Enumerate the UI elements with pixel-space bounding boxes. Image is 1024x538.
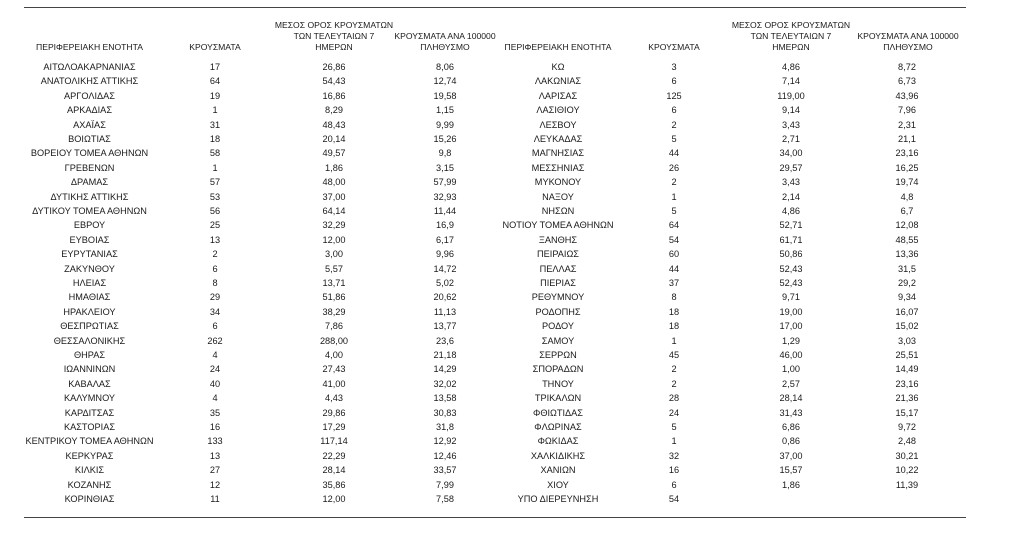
left-region-cell: ΚΑΣΤΟΡΙΑΣ: [63, 422, 115, 432]
left-cases-cell: 262: [207, 335, 223, 346]
right-cases-cell: 5: [671, 422, 677, 432]
right-header-cases: ΚΡΟΥΣΜΑΤΑ: [648, 42, 700, 52]
right-region-cell: ΜΥΚΟΝΟΥ: [534, 177, 582, 188]
left-per100k-cell: 32,93: [433, 191, 457, 202]
right-per100k-cell: 23,16: [895, 148, 919, 159]
left-cases-cell: 11: [210, 494, 220, 504]
right-region-cell: ΝΑΞΟΥ: [542, 191, 574, 202]
left-per100k-cell: 30,83: [433, 407, 457, 418]
right-per100k-cell: 2,31: [898, 119, 916, 130]
right-avg7-cell: 52,43: [779, 263, 803, 274]
left-region-cell: ΒΟΙΩΤΙΑΣ: [68, 134, 111, 144]
left-cases-cell: 13: [209, 234, 221, 245]
right-avg7-cell: 3,43: [782, 119, 800, 130]
right-avg7-cell: 15,57: [779, 465, 803, 476]
left-region-cell: ΗΜΑΘΙΑΣ: [68, 292, 111, 303]
right-region-cell: ΧΙΟΥ: [547, 479, 569, 490]
left-avg7-cell: 12,00: [322, 494, 346, 504]
right-region-cell: ΞΑΝΘΗΣ: [538, 234, 578, 245]
right-per100k-cell: 8,72: [898, 62, 916, 72]
left-per100k-cell: 19,58: [433, 90, 457, 101]
left-per100k-cell: 6,17: [436, 234, 454, 245]
right-avg7-cell: 61,71: [779, 234, 803, 245]
right-avg7-cell: 2,14: [782, 191, 800, 202]
table-row: [0, 463, 1024, 477]
right-cases-cell: 16: [668, 465, 680, 476]
left-header-region: ΠΕΡΙΦΕΡΕΙΑΚΗ ΕΝΟΤΗΤΑ: [36, 42, 143, 52]
right-cases-cell: 26: [668, 162, 680, 173]
left-region-cell: ΕΥΒΟΙΑΣ: [69, 234, 110, 245]
left-region-cell: ΕΒΡΟΥ: [73, 220, 106, 231]
left-region-cell: ΚΕΝΤΡΙΚΟΥ ΤΟΜΕΑ ΑΘΗΝΩΝ: [25, 436, 154, 447]
right-cases-cell: 37: [668, 278, 680, 288]
table-row: [0, 74, 1024, 88]
table-row: [0, 233, 1024, 247]
left-region-cell: ΔΥΤΙΚΟΥ ΤΟΜΕΑ ΑΘΗΝΩΝ: [32, 206, 147, 216]
left-cases-cell: 13: [209, 450, 221, 461]
left-per100k-cell: 32,02: [433, 378, 457, 389]
right-cases-cell: 1: [671, 191, 677, 202]
left-region-cell: ΑΡΚΑΔΙΑΣ: [66, 105, 112, 116]
top-rule: [24, 7, 966, 8]
left-region-cell: ΗΛΕΙΑΣ: [72, 278, 107, 288]
right-per100k-cell: 23,16: [895, 378, 919, 389]
left-region-cell: ΚΙΛΚΙΣ: [74, 465, 105, 476]
right-avg7-cell: 2,71: [782, 134, 800, 144]
left-header-per100k: [375, 31, 515, 53]
table-row: [0, 406, 1024, 420]
left-cases-cell: 58: [209, 148, 221, 159]
right-region-cell: ΚΩ: [551, 62, 565, 72]
right-avg7-cell: 29,57: [779, 162, 803, 173]
right-per100k-cell: 16,07: [895, 306, 919, 317]
left-per100k-cell: 21,18: [433, 350, 457, 360]
right-per100k-cell: 9,34: [898, 292, 916, 303]
right-per100k-cell: 7,96: [898, 105, 916, 116]
table-row: [0, 89, 1024, 103]
right-avg7-cell: 0,86: [782, 436, 800, 447]
table-row: [0, 132, 1024, 146]
left-per100k-cell: 11,13: [433, 306, 457, 317]
left-per100k-cell: 15,26: [433, 134, 457, 144]
right-avg7-cell: 17,00: [779, 321, 803, 332]
right-cases-cell: 54: [668, 494, 680, 504]
left-cases-cell: 16: [209, 422, 221, 432]
right-header-per100k-line1: ΚΡΟΥΣΜΑΤΑ ΑΝΑ 100000: [857, 31, 959, 41]
left-cases-cell: 57: [209, 177, 221, 188]
left-avg7-cell: 51,86: [322, 292, 346, 303]
table-row: [0, 449, 1024, 463]
left-per100k-cell: 16,9: [436, 220, 454, 231]
left-cases-cell: 1: [212, 162, 218, 173]
right-region-cell: ΛΕΥΚΑΔΑΣ: [533, 134, 583, 144]
right-region-cell: ΣΑΜΟΥ: [541, 335, 575, 346]
left-cases-cell: 4: [212, 350, 218, 360]
left-per100k-cell: 13,58: [433, 393, 457, 404]
left-per100k-cell: 12,74: [433, 76, 457, 87]
right-region-cell: ΦΛΩΡΙΝΑΣ: [534, 422, 582, 432]
table-row: [0, 190, 1024, 204]
left-per100k-cell: 9,96: [436, 249, 454, 260]
right-cases-cell: 8: [671, 292, 677, 303]
left-region-cell: ΑΧΑΪΑΣ: [73, 119, 106, 130]
right-avg7-cell: 7,14: [782, 76, 800, 87]
right-avg7-cell: 46,00: [779, 350, 803, 360]
left-region-cell: ΚΑΡΔΙΤΣΑΣ: [64, 407, 115, 418]
right-per100k-cell: 11,39: [895, 479, 919, 490]
left-cases-cell: 2: [212, 249, 218, 260]
right-avg7-cell: 1,29: [782, 335, 800, 346]
left-region-cell: ΚΑΒΑΛΑΣ: [68, 378, 111, 389]
left-per100k-cell: 57,99: [433, 177, 457, 188]
right-region-cell: ΣΠΟΡΑΔΩΝ: [532, 364, 584, 375]
left-header-per100k-line1: ΚΡΟΥΣΜΑΤΑ ΑΝΑ 100000: [394, 31, 496, 41]
table-row: [0, 362, 1024, 376]
left-region-cell: ΕΥΡΥΤΑΝΙΑΣ: [61, 249, 118, 260]
left-avg7-cell: 3,00: [325, 249, 343, 260]
right-region-cell: ΣΕΡΡΩΝ: [539, 350, 577, 360]
left-per100k-cell: 12,46: [433, 450, 457, 461]
left-cases-cell: 133: [207, 436, 223, 447]
left-region-cell: ΚΑΛΥΜΝΟΥ: [63, 393, 116, 404]
right-per100k-cell: 12,08: [895, 220, 919, 231]
right-per100k-cell: 6,7: [900, 206, 914, 216]
left-region-cell: ΘΕΣΠΡΩΤΙΑΣ: [60, 321, 119, 332]
table-row: [0, 319, 1024, 333]
right-cases-cell: 6: [671, 105, 677, 116]
right-per100k-cell: 16,25: [895, 162, 919, 173]
right-header-avg7-line1: ΜΕΣΟΣ ΟΡΟΣ ΚΡΟΥΣΜΑΤΩΝ: [731, 20, 851, 30]
left-avg7-cell: 54,43: [322, 76, 346, 87]
right-cases-cell: 18: [668, 306, 680, 317]
right-region-cell: ΥΠΟ ΔΙΕΡΕΥΝΗΣΗ: [517, 494, 599, 504]
right-per100k-cell: 15,17: [895, 407, 919, 418]
right-region-cell: ΠΙΕΡΙΑΣ: [540, 278, 576, 288]
right-per100k-cell: 2,48: [898, 436, 916, 447]
left-cases-cell: 29: [209, 292, 221, 303]
left-header-per100k-line2: ΠΛΗΘΥΣΜΟ: [420, 42, 470, 52]
left-avg7-cell: 1,86: [325, 162, 343, 173]
table-row: [0, 492, 1024, 506]
right-region-cell: ΦΘΙΩΤΙΔΑΣ: [532, 407, 583, 418]
table-row: [0, 204, 1024, 218]
table-row: [0, 420, 1024, 434]
left-avg7-cell: 22,29: [322, 450, 346, 461]
left-per100k-cell: 20,62: [433, 292, 457, 303]
left-avg7-cell: 17,29: [322, 422, 346, 432]
right-per100k-cell: 10,22: [895, 465, 919, 476]
right-cases-cell: 5: [671, 134, 677, 144]
left-region-cell: ΑΙΤΩΛΟΑΚΑΡΝΑΝΙΑΣ: [43, 62, 136, 72]
left-avg7-cell: 117,14: [320, 436, 348, 447]
right-cases-cell: 18: [668, 321, 680, 332]
left-region-cell: ΚΕΡΚΥΡΑΣ: [65, 450, 114, 461]
right-region-cell: ΡΟΔΟΥ: [541, 321, 574, 332]
right-header-per100k-line2: ΠΛΗΘΥΣΜΟ: [883, 42, 933, 52]
left-avg7-cell: 12,00: [322, 234, 346, 245]
left-cases-cell: 35: [209, 407, 221, 418]
left-per100k-cell: 5,02: [436, 278, 454, 288]
left-avg7-cell: 7,86: [325, 321, 343, 332]
right-avg7-cell: 19,00: [779, 306, 803, 317]
table-row: [0, 103, 1024, 117]
right-avg7-cell: 31,43: [779, 407, 803, 418]
left-region-cell: ΔΡΑΜΑΣ: [70, 177, 109, 188]
right-region-cell: ΝΗΣΩΝ: [541, 206, 575, 216]
right-avg7-cell: 34,00: [779, 148, 803, 159]
right-cases-cell: 45: [668, 350, 680, 360]
right-per100k-cell: 6,73: [898, 76, 916, 87]
right-region-cell: ΦΩΚΙΔΑΣ: [537, 436, 579, 447]
right-cases-cell: 44: [668, 148, 680, 159]
right-cases-cell: 2: [671, 177, 677, 188]
left-avg7-cell: 48,43: [322, 119, 346, 130]
table-row: [0, 305, 1024, 319]
left-cases-cell: 6: [212, 263, 218, 274]
right-avg7-cell: 50,86: [779, 249, 803, 260]
left-per100k-cell: 31,8: [436, 422, 454, 432]
right-avg7-cell: 52,43: [779, 278, 803, 288]
left-avg7-cell: 29,86: [322, 407, 346, 418]
right-region-cell: ΜΑΓΝΗΣΙΑΣ: [531, 148, 585, 159]
right-region-cell: ΛΑΚΩΝΙΑΣ: [534, 76, 582, 87]
left-region-cell: ΑΡΓΟΛΙΔΑΣ: [64, 90, 115, 101]
table-row: [0, 334, 1024, 348]
right-cases-cell: 1: [671, 335, 677, 346]
left-cases-cell: 25: [209, 220, 221, 231]
left-avg7-cell: 35,86: [322, 479, 346, 490]
left-header-avg7-line1: ΜΕΣΟΣ ΟΡΟΣ ΚΡΟΥΣΜΑΤΩΝ: [274, 20, 394, 30]
right-avg7-cell: 2,57: [782, 378, 800, 389]
left-avg7-cell: 5,57: [325, 263, 343, 274]
right-cases-cell: 6: [671, 76, 677, 87]
right-cases-cell: 44: [668, 263, 680, 274]
left-per100k-cell: 7,58: [436, 494, 454, 504]
right-per100k-cell: 30,21: [895, 450, 919, 461]
table-row: [0, 247, 1024, 261]
right-cases-cell: 24: [668, 407, 680, 418]
left-per100k-cell: 23,6: [436, 335, 454, 346]
left-per100k-cell: 9,99: [436, 119, 454, 130]
left-region-cell: ΘΕΣΣΑΛΟΝΙΚΗΣ: [53, 335, 126, 346]
left-cases-cell: 64: [209, 76, 221, 87]
left-avg7-cell: 49,57: [322, 148, 346, 159]
right-region-cell: ΤΡΙΚΑΛΩΝ: [534, 393, 582, 404]
right-region-cell: ΛΕΣΒΟΥ: [539, 119, 577, 130]
right-region-cell: ΜΕΣΣΗΝΙΑΣ: [531, 162, 585, 173]
right-per100k-cell: 15,02: [895, 321, 919, 332]
table-row: [0, 175, 1024, 189]
left-cases-cell: 31: [209, 119, 221, 130]
left-per100k-cell: 14,29: [433, 364, 457, 375]
right-cases-cell: 2: [671, 378, 677, 389]
left-cases-cell: 4: [212, 393, 218, 404]
right-avg7-cell: 52,71: [779, 220, 803, 231]
left-avg7-cell: 26,86: [322, 62, 346, 72]
right-cases-cell: 5: [671, 206, 677, 216]
left-avg7-cell: 27,43: [322, 364, 346, 375]
left-header-avg7-line2: ΤΩΝ ΤΕΛΕΥΤΑΙΩΝ 7: [293, 31, 375, 41]
left-region-cell: ΔΥΤΙΚΗΣ ΑΤΤΙΚΗΣ: [50, 191, 129, 202]
right-region-cell: ΛΑΡΙΣΑΣ: [538, 90, 578, 101]
right-avg7-cell: 4,86: [782, 62, 800, 72]
right-per100k-cell: 21,1: [898, 134, 916, 144]
left-cases-cell: 24: [209, 364, 221, 375]
left-cases-cell: 27: [209, 465, 221, 476]
right-cases-cell: 64: [668, 220, 680, 231]
left-avg7-cell: 37,00: [322, 191, 346, 202]
right-per100k-cell: 48,55: [895, 234, 919, 245]
left-per100k-cell: 8,06: [436, 62, 454, 72]
right-region-cell: ΧΑΝΙΩΝ: [540, 465, 576, 476]
right-per100k-cell: 13,36: [895, 249, 919, 260]
left-region-cell: ΙΩΑΝΝΙΝΩΝ: [63, 364, 116, 375]
table-row: [0, 276, 1024, 290]
left-per100k-cell: 12,92: [433, 436, 457, 447]
right-header-region: ΠΕΡΙΦΕΡΕΙΑΚΗ ΕΝΟΤΗΤΑ: [504, 42, 612, 52]
left-avg7-cell: 20,14: [322, 134, 346, 144]
right-avg7-cell: 37,00: [779, 450, 803, 461]
left-cases-cell: 8: [212, 278, 218, 288]
left-avg7-cell: 288,00: [319, 335, 349, 346]
right-avg7-cell: 4,86: [782, 206, 800, 216]
table-row: [0, 348, 1024, 362]
right-cases-cell: 125: [666, 90, 682, 101]
left-cases-cell: 19: [209, 90, 221, 101]
left-region-cell: ΓΡΕΒΕΝΩΝ: [64, 162, 115, 173]
right-region-cell: ΤΗΝΟΥ: [542, 378, 574, 389]
right-per100k-cell: 31,5: [898, 263, 916, 274]
right-cases-cell: 3: [671, 62, 677, 72]
left-per100k-cell: 11,44: [433, 206, 457, 216]
left-region-cell: ΘΗΡΑΣ: [73, 350, 106, 360]
right-avg7-cell: 1,00: [782, 364, 800, 375]
left-avg7-cell: 38,29: [322, 306, 346, 317]
right-per100k-cell: 21,36: [895, 393, 919, 404]
right-per100k-cell: 29,2: [898, 278, 916, 288]
right-avg7-cell: 119,00: [777, 90, 805, 101]
right-cases-cell: 54: [668, 234, 680, 245]
right-cases-cell: 32: [668, 450, 680, 461]
left-cases-cell: 1: [212, 105, 218, 116]
left-region-cell: ΚΟΖΑΝΗΣ: [67, 479, 112, 490]
left-per100k-cell: 7,99: [436, 479, 454, 490]
right-cases-cell: 6: [671, 479, 677, 490]
right-region-cell: ΡΕΘΥΜΝΟΥ: [531, 292, 585, 303]
right-per100k-cell: 3,03: [898, 335, 916, 346]
right-region-cell: ΠΕΛΛΑΣ: [539, 263, 577, 274]
right-avg7-cell: 1,86: [782, 479, 800, 490]
right-avg7-cell: 3,43: [782, 177, 800, 188]
right-avg7-cell: 6,86: [782, 422, 800, 432]
right-region-cell: ΡΟΔΟΠΗΣ: [535, 306, 581, 317]
bottom-rule: [24, 517, 966, 518]
left-region-cell: ΑΝΑΤΟΛΙΚΗΣ ΑΤΤΙΚΗΣ: [40, 76, 139, 87]
left-avg7-cell: 48,00: [322, 177, 346, 188]
left-cases-cell: 53: [209, 191, 221, 202]
left-avg7-cell: 32,29: [322, 220, 346, 231]
right-cases-cell: 60: [668, 249, 680, 260]
left-avg7-cell: 8,29: [325, 105, 343, 116]
right-region-cell: ΧΑΛΚΙΔΙΚΗΣ: [530, 450, 586, 461]
left-region-cell: ΖΑΚΥΝΘΟΥ: [64, 263, 115, 274]
left-cases-cell: 17: [209, 62, 221, 72]
right-per100k-cell: 4,8: [900, 191, 914, 202]
left-cases-cell: 34: [209, 306, 221, 317]
left-cases-cell: 12: [209, 479, 221, 490]
table-row: [0, 290, 1024, 304]
right-cases-cell: 2: [671, 364, 677, 375]
table-row: [0, 377, 1024, 391]
left-region-cell: ΚΟΡΙΝΘΙΑΣ: [64, 494, 115, 504]
right-avg7-cell: 28,14: [779, 393, 803, 404]
right-header-per100k: [838, 31, 978, 53]
right-avg7-cell: 9,14: [782, 105, 800, 116]
left-per100k-cell: 3,15: [436, 162, 454, 173]
right-per100k-cell: 43,96: [895, 90, 919, 101]
left-avg7-cell: 4,00: [325, 350, 343, 360]
right-cases-cell: 1: [671, 436, 677, 447]
left-region-cell: ΗΡΑΚΛΕΙΟΥ: [63, 306, 116, 317]
left-header-avg7-line3: ΗΜΕΡΩΝ: [315, 42, 353, 52]
left-cases-cell: 40: [209, 378, 221, 389]
right-region-cell: ΛΑΣΙΘΙΟΥ: [536, 105, 580, 116]
left-cases-cell: 18: [209, 134, 221, 144]
table-row: [0, 118, 1024, 132]
left-header-cases: ΚΡΟΥΣΜΑΤΑ: [189, 42, 241, 52]
right-avg7-cell: 9,71: [782, 292, 800, 303]
left-avg7-cell: 41,00: [322, 378, 346, 389]
left-cases-cell: 6: [212, 321, 218, 332]
left-per100k-cell: 13,77: [433, 321, 457, 332]
left-avg7-cell: 4,43: [325, 393, 343, 404]
left-per100k-cell: 1,15: [436, 105, 454, 116]
table-row: [0, 60, 1024, 74]
right-cases-cell: 2: [671, 119, 677, 130]
table-row: [0, 218, 1024, 232]
right-per100k-cell: 14,49: [895, 364, 919, 375]
right-per100k-cell: 25,51: [895, 350, 919, 360]
right-region-cell: ΠΕΙΡΑΙΩΣ: [537, 249, 579, 260]
table-row: [0, 434, 1024, 448]
left-avg7-cell: 64,14: [322, 206, 346, 216]
table-row: [0, 391, 1024, 405]
right-region-cell: ΝΟΤΙΟΥ ΤΟΜΕΑ ΑΘΗΝΩΝ: [502, 220, 614, 231]
left-per100k-cell: 9,8: [438, 148, 452, 159]
left-avg7-cell: 13,71: [322, 278, 346, 288]
right-per100k-cell: 9,72: [898, 422, 916, 432]
right-cases-cell: 28: [668, 393, 680, 404]
table-row: [0, 262, 1024, 276]
right-per100k-cell: 19,74: [895, 177, 919, 188]
left-region-cell: ΒΟΡΕΙΟΥ ΤΟΜΕΑ ΑΘΗΝΩΝ: [30, 148, 149, 159]
right-header-avg7-line3: ΗΜΕΡΩΝ: [772, 42, 810, 52]
table-row: [0, 478, 1024, 492]
left-avg7-cell: 16,86: [322, 90, 346, 101]
left-per100k-cell: 33,57: [433, 465, 457, 476]
right-header-avg7-line2: ΤΩΝ ΤΕΛΕΥΤΑΙΩΝ 7: [750, 31, 832, 41]
left-cases-cell: 56: [209, 206, 221, 216]
left-per100k-cell: 14,72: [433, 263, 457, 274]
left-avg7-cell: 28,14: [322, 465, 346, 476]
table-row: [0, 161, 1024, 175]
table-row: [0, 146, 1024, 160]
